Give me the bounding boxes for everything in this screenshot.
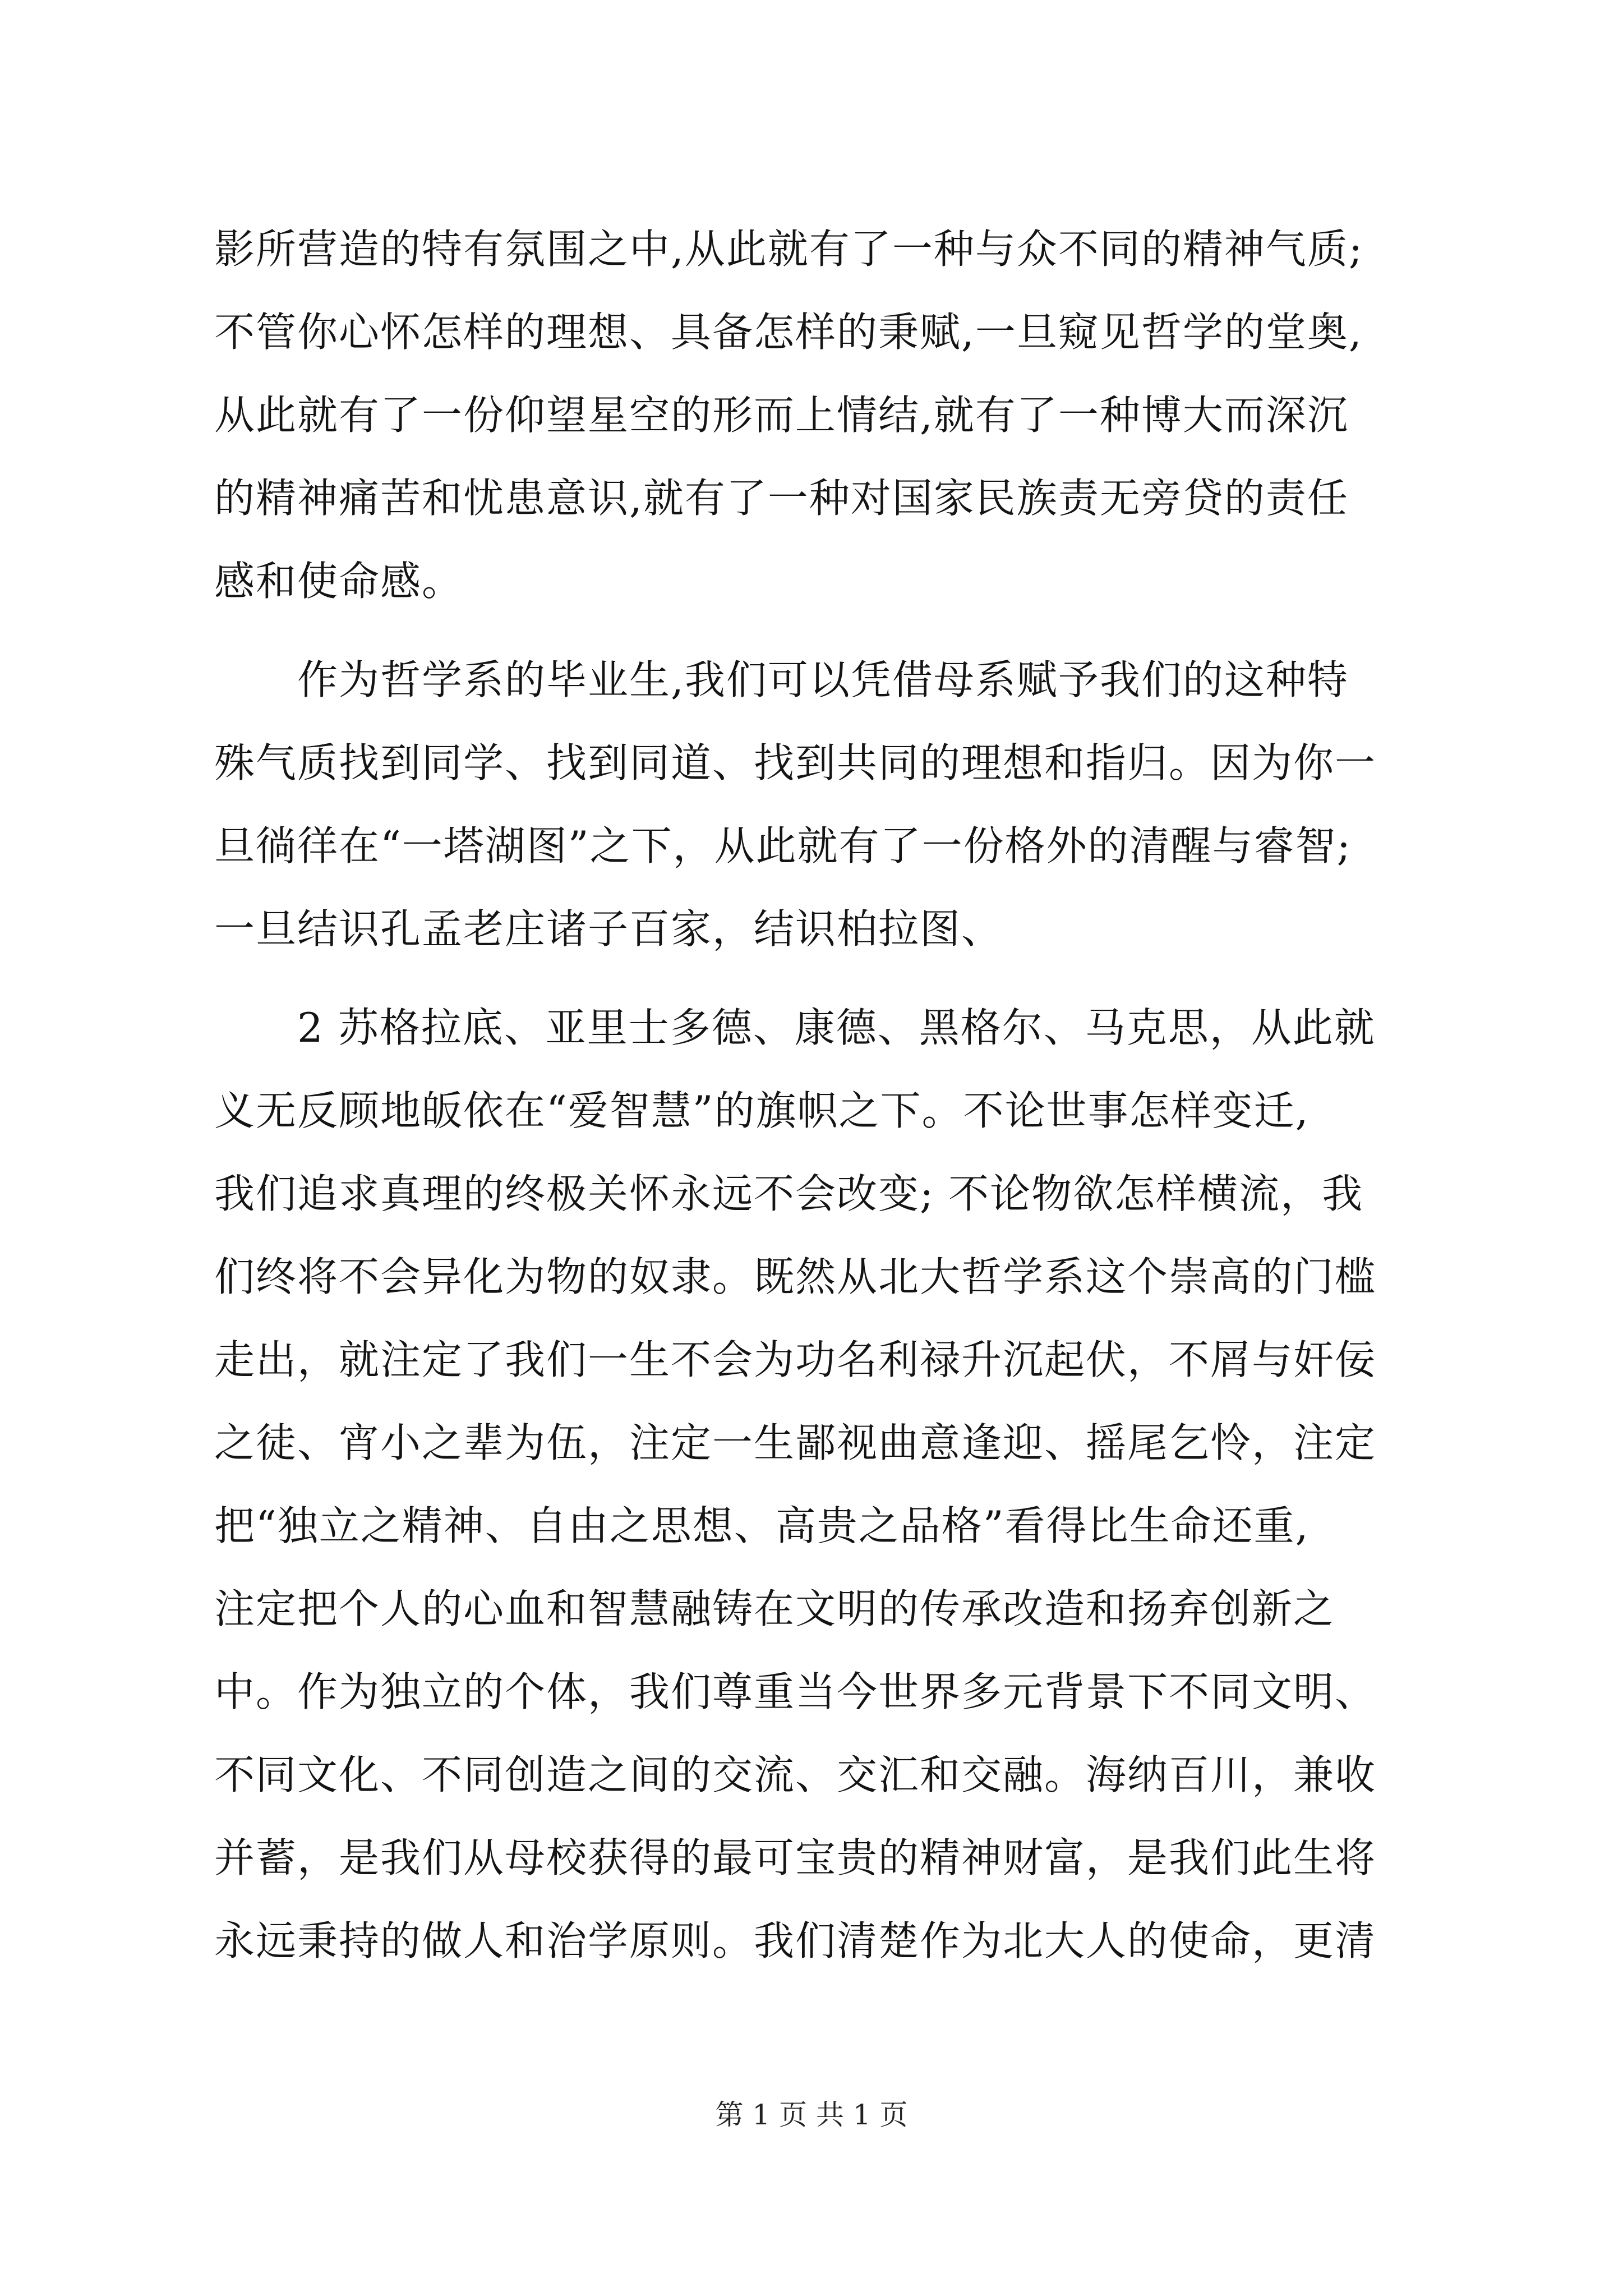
text-line: 不同文化、不同创造之间的交流、交汇和交融。海纳百川，兼收 (214, 1751, 1377, 1798)
text-line: 的精神痛苦和忧患意识,就有了一种对国家民族责无旁贷的责任 (214, 475, 1349, 522)
text-line: 2 苏格拉底、亚里士多德、康德、黑格尔、马克思，从此就 (297, 1004, 1376, 1051)
text-line: 中。作为独立的个体，我们尊重当今世界多元背景下不同文明、 (214, 1668, 1377, 1715)
text-line: 注定把个人的心血和智慧融铸在文明的传承改造和扬弃创新之 (214, 1585, 1335, 1632)
paragraph-2 (214, 638, 1420, 970)
text-line: 影所营造的特有氛围之中,从此就有了一种与众不同的精神气质; (214, 226, 1364, 273)
paragraph-1 (214, 208, 1420, 623)
paragraph-gap (214, 970, 1420, 986)
text-line: 作为哲学系的毕业生,我们可以凭借母系赋予我们的这种特 (297, 656, 1349, 703)
text-line: 殊气质找到同学、找到同道、找到共同的理想和指归。因为你一 (214, 739, 1377, 786)
page-number-label: 第 1 页 共 1 页 (715, 2099, 908, 2131)
text-line: 们终将不会异化为物的奴隶。既然从北大哲学系这个崇高的门槛 (214, 1253, 1377, 1300)
text-line: 我们追求真理的终极关怀永远不会改变; 不论物欲怎样横流，我 (214, 1170, 1364, 1217)
text-line: 走出，就注定了我们一生不会为功名利禄升沉起伏，不屑与奸佞 (214, 1336, 1377, 1383)
text-line: 一旦结识孔孟老庄诸子百家，结识柏拉图、 (214, 905, 1003, 953)
text-line: 把“独立之精神、自由之思想、高贵之品格”看得比生命还重, (214, 1502, 1310, 1549)
text-line: 感和使命感。 (214, 558, 464, 605)
text-line: 之徒、宵小之辈为伍，注定一生鄙视曲意逢迎、摇尾乞怜，注定 (214, 1419, 1377, 1466)
document-body (214, 208, 1420, 1982)
text-line: 义无反顾地皈依在“爱智慧”的旗帜之下。不论世事怎样变迁, (214, 1087, 1310, 1134)
paragraph-3 (214, 986, 1420, 1982)
text-line: 从此就有了一份仰望星空的形而上情结,就有了一种博大而深沉 (214, 392, 1349, 439)
text-line: 并蓄，是我们从母校获得的最可宝贵的精神财富，是我们此生将 (214, 1834, 1377, 1881)
page-footer (0, 2095, 1623, 2134)
paragraph-gap (214, 623, 1420, 638)
text-line: 永远秉持的做人和治学原则。我们清楚作为北大人的使命，更清 (214, 1917, 1377, 1964)
text-line: 旦徜徉在“一塔湖图”之下，从此就有了一份格外的清醒与睿智; (214, 822, 1352, 869)
text-line: 不管你心怀怎样的理想、具备怎样的秉赋,一旦窥见哲学的堂奥, (214, 309, 1363, 356)
